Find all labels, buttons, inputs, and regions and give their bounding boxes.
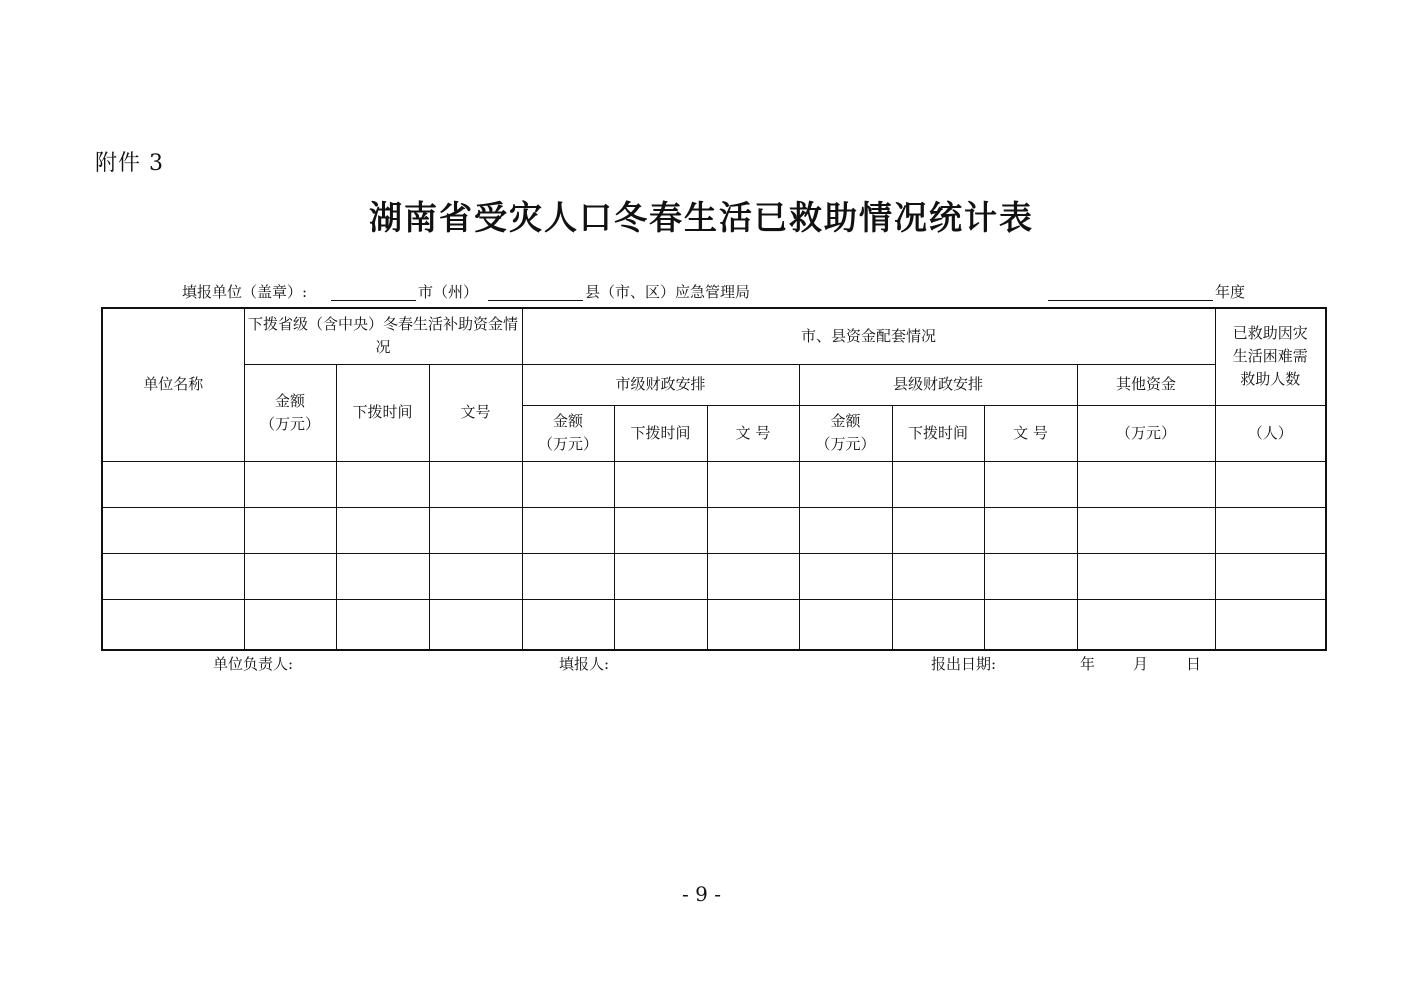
table-cell[interactable] — [892, 553, 984, 599]
table-row — [102, 507, 1326, 553]
attachment-label: 附件 3 — [95, 151, 164, 176]
table-cell[interactable] — [1215, 599, 1326, 650]
table-cell[interactable] — [429, 461, 522, 507]
table-cell[interactable] — [892, 599, 984, 650]
table-cell[interactable] — [244, 507, 336, 553]
table-cell[interactable] — [336, 507, 429, 553]
table-cell[interactable] — [522, 461, 614, 507]
table-cell[interactable] — [984, 461, 1077, 507]
footer-year: 年 — [1080, 655, 1096, 673]
table-cell[interactable] — [614, 553, 707, 599]
header-city-time: 下拨时间 — [614, 405, 707, 461]
table-cell[interactable] — [614, 599, 707, 650]
table-cell[interactable] — [1077, 507, 1215, 553]
table-cell[interactable] — [799, 553, 892, 599]
table-cell[interactable] — [522, 507, 614, 553]
year-blank-line[interactable] — [1048, 300, 1213, 301]
footer-responsible: 单位负责人: — [213, 655, 294, 673]
footer-day: 日 — [1186, 655, 1202, 673]
table-cell[interactable] — [429, 599, 522, 650]
header-amount-label: 金额 — [830, 412, 861, 430]
table-cell[interactable] — [102, 461, 244, 507]
footer-report-date: 报出日期: — [931, 655, 997, 673]
table-cell[interactable] — [336, 553, 429, 599]
table-cell[interactable] — [1077, 553, 1215, 599]
fill-year-label: 年度 — [1215, 283, 1246, 301]
table-body — [102, 461, 1326, 650]
table-cell[interactable] — [614, 461, 707, 507]
statistics-table — [101, 307, 1327, 651]
table-cell[interactable] — [984, 599, 1077, 650]
table-cell[interactable] — [1215, 461, 1326, 507]
table-cell[interactable] — [102, 553, 244, 599]
table-cell[interactable] — [429, 507, 522, 553]
table-cell[interactable] — [707, 553, 799, 599]
header-amount-label: 金额 — [274, 391, 305, 410]
header-other-funds: 其他资金 — [1077, 364, 1215, 405]
table-row — [102, 461, 1326, 507]
table-cell[interactable] — [244, 553, 336, 599]
header-other-funds-unit: （万元） — [1077, 405, 1215, 461]
footer-month: 月 — [1133, 655, 1149, 673]
table-cell[interactable] — [614, 507, 707, 553]
header-city-finance: 市级财政安排 — [522, 364, 799, 405]
table-cell[interactable] — [102, 599, 244, 650]
table-cell[interactable] — [799, 599, 892, 650]
table-cell[interactable] — [102, 507, 244, 553]
city-blank-line[interactable] — [331, 300, 416, 301]
footer-filler: 填报人: — [559, 655, 610, 673]
table-cell[interactable] — [799, 507, 892, 553]
table-cell[interactable] — [707, 461, 799, 507]
table-cell[interactable] — [429, 553, 522, 599]
table-cell[interactable] — [984, 553, 1077, 599]
header-county-time: 下拨时间 — [892, 405, 984, 461]
header-amount-unit: （万元） — [537, 435, 598, 453]
table-cell[interactable] — [984, 507, 1077, 553]
county-blank-line[interactable] — [488, 300, 583, 301]
page-title: 湖南省受灾人口冬春生活已救助情况统计表 — [369, 198, 1034, 237]
header-amount-label: 金额 — [552, 412, 583, 430]
header-county-amount — [799, 405, 892, 461]
table-cell[interactable] — [799, 461, 892, 507]
fill-county-label: 县（市、区）应急管理局 — [585, 283, 751, 301]
header-city-county-group: 市、县资金配套情况 — [522, 308, 1215, 364]
fill-unit-label: 填报单位（盖章）: — [182, 283, 308, 301]
table-cell[interactable] — [892, 507, 984, 553]
table-cell[interactable] — [244, 461, 336, 507]
header-county-docno: 文 号 — [984, 405, 1077, 461]
table-row — [102, 599, 1326, 650]
header-unit-name: 单位名称 — [102, 308, 244, 461]
table-cell[interactable] — [522, 553, 614, 599]
table-cell[interactable] — [336, 461, 429, 507]
header-provincial-group: 下拨省级（含中央）冬春生活补助资金情况 — [244, 308, 522, 364]
header-amount-unit: （万元） — [259, 414, 320, 433]
table-cell[interactable] — [707, 599, 799, 650]
header-county-finance: 县级财政安排 — [799, 364, 1077, 405]
header-helped-people: 已救助因灾生活困难需救助人数 — [1215, 308, 1326, 405]
table-cell[interactable] — [892, 461, 984, 507]
header-amount-unit: （万元） — [815, 435, 876, 453]
table-row — [102, 553, 1326, 599]
table-cell[interactable] — [522, 599, 614, 650]
fill-city-label: 市（州） — [418, 283, 479, 301]
table-cell[interactable] — [707, 507, 799, 553]
page-number: - 9 - — [682, 882, 721, 906]
header-city-amount — [522, 405, 614, 461]
header-prov-time: 下拨时间 — [336, 364, 429, 461]
table-cell[interactable] — [336, 599, 429, 650]
table-cell[interactable] — [1215, 553, 1326, 599]
header-city-docno: 文 号 — [707, 405, 799, 461]
table-cell[interactable] — [1077, 461, 1215, 507]
table-cell[interactable] — [244, 599, 336, 650]
header-prov-docno: 文号 — [429, 364, 522, 461]
table-cell[interactable] — [1215, 507, 1326, 553]
header-helped-people-unit: （人） — [1215, 405, 1326, 461]
header-prov-amount — [244, 364, 336, 461]
table-cell[interactable] — [1077, 599, 1215, 650]
